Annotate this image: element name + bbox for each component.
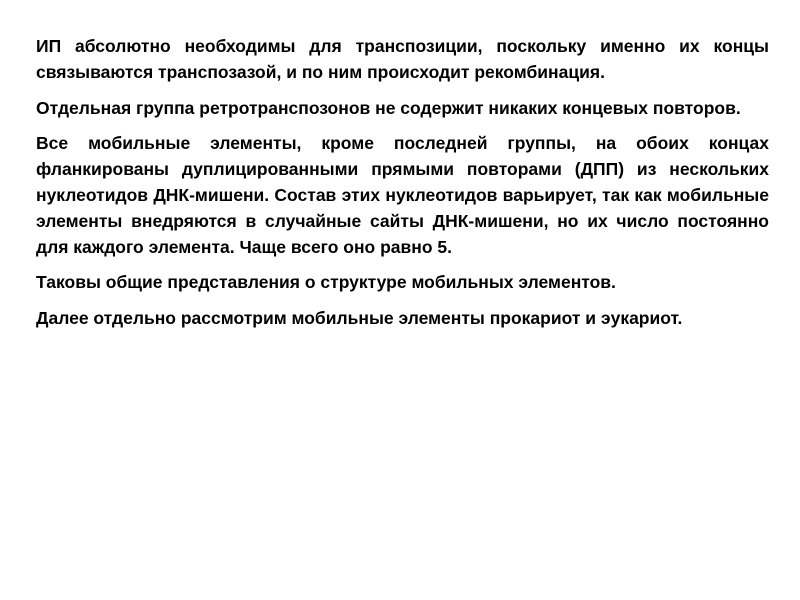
paragraph-next-topic: Далее отдельно рассмотрим мобильные элементы прокариот и эукариот.	[36, 308, 683, 329]
paragraph-ip-ends: ИП абсолютно необходимы для транспозиции, поскольку именно их концы связываются транспозазой, и по ним происходит рекомбинация.	[36, 36, 769, 82]
slide-text-block	[36, 34, 769, 342]
paragraph-retrotransposons: Отдельная группа ретротранспозонов не содержит никаких концевых повторов.	[36, 97, 741, 118]
paragraph-direct-repeats: Все мобильные элементы, кроме последней группы, на обоих концах фланкированы дуплицированными прямыми повторами (ДПП) из нескольких нуклеотидов ДНК-мишени. Состав этих нуклеотидов варьирует, так как мобильные элементы внедряются в случайные сайты ДНК-мишени, но их число постоянно для каждого элемента. Чаще всего оно равно 5.	[36, 133, 769, 257]
paragraph-summary: Таковы общие представления о структуре мобильных элементов.	[36, 272, 616, 293]
